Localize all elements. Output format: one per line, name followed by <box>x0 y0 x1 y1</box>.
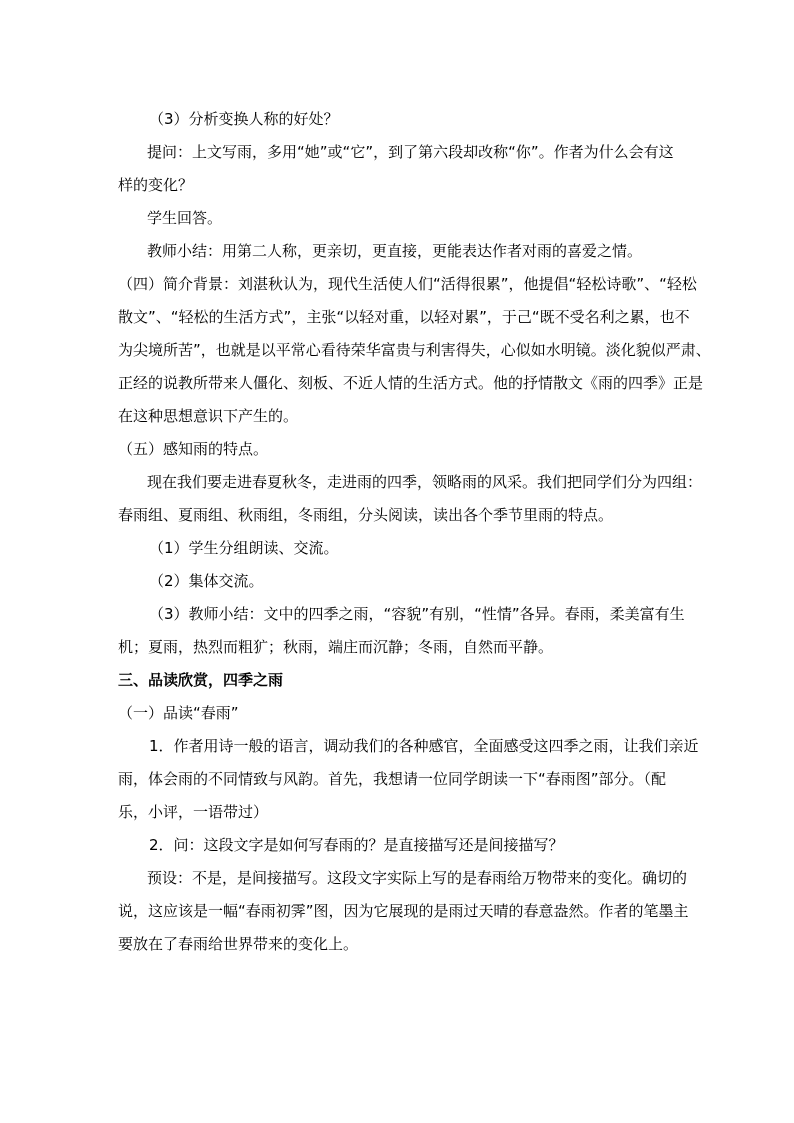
paragraph-line: 学生回答。 <box>147 209 223 227</box>
section-heading: 三、品读欣赏，四季之雨 <box>118 671 284 689</box>
paragraph-line: （2）集体交流。 <box>149 572 264 590</box>
paragraph-line: 为尖境所苦”，也就是以平常心看待荣华富贵与利害得失，心似如水明镜。淡化貌似严肃、 <box>118 341 711 359</box>
paragraph-line: 在这种思想意识下产生的。 <box>118 407 299 425</box>
paragraph-line: 提问：上文写雨，多用“她”或“它”，到了第六段却改称“你”。作者为什么会有这 <box>147 143 674 161</box>
paragraph-line: 正经的说教所带来人僵化、刻板、不近人情的生活方式。他的抒情散文《雨的四季》正是 <box>118 374 704 392</box>
paragraph-line: 教师小结：用第二人称，更亲切，更直接，更能表达作者对雨的喜爱之情。 <box>147 242 643 260</box>
paragraph-line: （3）教师小结：文中的四季之雨，“容貌”有别，“性情”各异。春雨，柔美富有生 <box>149 605 685 623</box>
paragraph-line: 要放在了春雨给世界带来的变化上。 <box>118 935 359 953</box>
paragraph-line: 散文”、“轻松的生活方式”，主张“以轻对重，以轻对累”，于己“既不受名利之累，也不 <box>118 308 690 326</box>
paragraph-line: （一）品读“春雨” <box>118 704 239 722</box>
paragraph-line: 样的变化？ <box>118 176 194 194</box>
paragraph-line: 预设：不是，是间接描写。这段文字实际上写的是春雨给万物带来的变化。确切的 <box>147 869 688 887</box>
paragraph-line: 现在我们要走进春夏秋冬，走进雨的四季，领略雨的风采。我们把同学们分为四组： <box>147 473 703 491</box>
paragraph-line: 机；夏雨，热烈而粗犷；秋雨，端庄而沉静；冬雨，自然而平静。 <box>118 638 554 656</box>
paragraph-line: 说，这应该是一幅“春雨初霁”图，因为它展现的是雨过天晴的春意盎然。作者的笔墨主 <box>118 902 689 920</box>
paragraph-line: （1）学生分组朗读、交流。 <box>149 539 339 557</box>
paragraph-line: 雨，体会雨的不同情致与风韵。首先，我想请一位同学朗读一下“春雨图”部分。（配 <box>118 770 667 788</box>
paragraph-line: （四）简介背景：刘湛秋认为，现代生活使人们“活得很累”，他提倡“轻松诗歌”、“轻松 <box>118 275 697 293</box>
paragraph-line: 2．问：这段文字是如何写春雨的？是直接描写还是间接描写？ <box>149 836 564 854</box>
paragraph-line: 春雨组、夏雨组、秋雨组，冬雨组，分头阅读，读出各个季节里雨的特点。 <box>118 506 614 524</box>
paragraph-line: （3）分析变换人称的好处？ <box>149 110 339 128</box>
paragraph-line: 1．作者用诗一般的语言，调动我们的各种感官，全面感受这四季之雨，让我们亲近 <box>149 737 699 755</box>
paragraph-line: （五）感知雨的特点。 <box>118 440 269 458</box>
paragraph-line: 乐，小评，一语带过） <box>118 803 269 821</box>
